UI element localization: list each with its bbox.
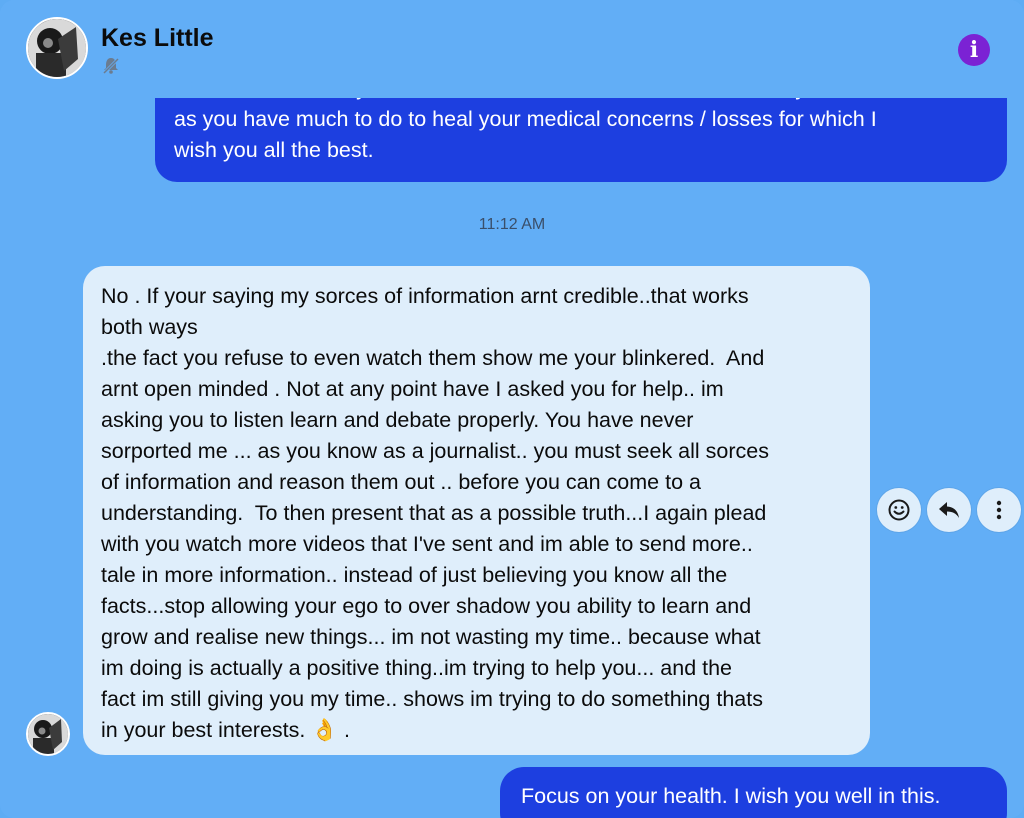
reply-arrow-icon [937,498,961,522]
message-timestamp: 11:12 AM [478,216,546,233]
react-button[interactable] [877,488,921,532]
more-vertical-icon [987,498,1011,522]
incoming-message[interactable]: No . If your saying my sorces of information arnt credible..that works both ways .the fact you refuse to even watch them show me your blinkered. And arnt open minded . Not at any point have I asked you for help.. im asking you to listen learn and debate properly. You have never sorported me ... as you know as a journalist.. you must seek all sorces of information and reason them out .. before you can come to a understanding. To then present that as a possible truth...I again plead with you watch more videos that I've sent and im able to send more.. tale in more information.. instead of just believing you know all the facts...stop allowing your ego to over shadow you ability to learn and grow and realise new things... im not wasting my time.. because what im doing is actually a positive thing..im trying to help you... and the fact im still giving you my time.. shows im trying to do something thats in your best interests. 👌 . [83,266,870,755]
message-line: wish you all the best. [174,138,374,162]
sender-avatar[interactable] [26,712,70,756]
chat-header [0,0,1024,98]
more-button[interactable] [977,488,1021,532]
bell-slash-icon [101,56,121,76]
message-line: as you have much to do to heal your medical concerns / losses for which I [174,107,877,131]
outgoing-message-bottom[interactable]: Focus on your health. I wish you well in this. [500,767,1007,818]
info-icon[interactable]: i [958,34,990,66]
contact-name[interactable]: Kes Little [101,24,214,52]
smiley-icon [887,498,911,522]
reply-button[interactable] [927,488,971,532]
contact-avatar[interactable] [26,17,88,79]
